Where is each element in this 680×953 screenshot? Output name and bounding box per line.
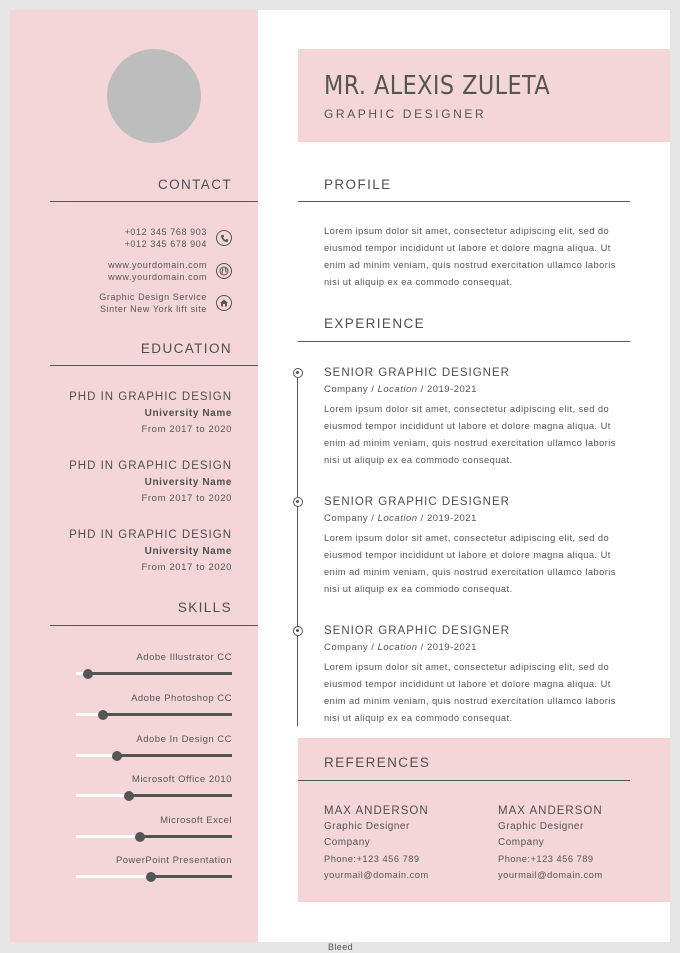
job-meta: Company / Location / 2019-2021 [324, 513, 477, 524]
experience-item [324, 496, 634, 598]
job-location: Location [377, 513, 418, 524]
skill-bar-fill [76, 754, 117, 757]
skill-name: Adobe Photoshop CC [131, 693, 232, 704]
job-description: Lorem ipsum dolor sit amet, consectetur adipiscing elit, sed do eiusmod tempor incididunt ut labore et dolore magna aliqua. Ut enim ad minim veniam, quis nostrud exercitation ullamco laboris nisi ut aliquip ex ea commodo consequat. [324, 404, 616, 465]
job-meta: Company / Location / 2019-2021 [324, 642, 477, 653]
skill-name: Adobe Illustrator CC [136, 652, 232, 663]
skill-bar [76, 713, 232, 716]
address-line-1: Graphic Design Service [99, 292, 207, 302]
reference-email[interactable]: yourmail@domain.com [324, 870, 429, 880]
skill-item [76, 815, 232, 838]
reference-name: MAX ANDERSON [498, 805, 603, 817]
profile-photo-placeholder [107, 49, 201, 143]
skill-bar [76, 875, 232, 878]
contact-title: CONTACT [157, 177, 232, 192]
phone-icon [216, 230, 232, 246]
skills-title: SKILLS [177, 600, 232, 615]
profile-divider [298, 201, 630, 202]
job-meta: Company / Location / 2019-2021 [324, 384, 477, 395]
skill-item [76, 855, 232, 878]
job-location: Location [377, 384, 418, 395]
skill-bar [76, 754, 232, 757]
references-divider [298, 780, 630, 781]
education-title: EDUCATION [140, 341, 232, 356]
references-section [298, 738, 670, 902]
education-item [69, 391, 232, 435]
job-role: GRAPHIC DESIGNER [324, 107, 487, 121]
job-description: Lorem ipsum dolor sit amet, consectetur adipiscing elit, sed do eiusmod tempor incididunt ut labore et dolore magna aliqua. Ut enim ad minim veniam, quis nostrud exercitation ullamco laboris nisi ut aliquip ex ea commodo consequat. [324, 533, 616, 594]
globe-icon [216, 263, 232, 279]
edu-degree: PHD IN GRAPHIC DESIGN [69, 460, 232, 472]
skill-level-knob [112, 751, 122, 761]
reference-role: Graphic Designer [498, 821, 584, 832]
skill-name: PowerPoint Presentation [115, 855, 232, 866]
skill-bar-fill [76, 794, 129, 797]
reference-phone: Phone:+123 456 789 [498, 854, 594, 864]
skill-level-knob [135, 832, 145, 842]
timeline-dot [293, 497, 303, 507]
reference-email[interactable]: yourmail@domain.com [498, 870, 603, 880]
skill-item [76, 693, 232, 716]
experience-item [324, 367, 634, 469]
references-title: REFERENCES [324, 755, 431, 770]
edu-university: University Name [144, 546, 232, 557]
job-years: 2019-2021 [426, 384, 477, 395]
skill-level-knob [124, 791, 134, 801]
job-title: SENIOR GRAPHIC DESIGNER [324, 367, 510, 379]
reference-company: Company [498, 837, 545, 848]
phone-1: +012 345 768 903 [124, 227, 207, 237]
bleed-label: Bleed [328, 942, 354, 952]
edu-years: From 2017 to 2020 [141, 562, 232, 573]
edu-years: From 2017 to 2020 [141, 424, 232, 435]
reference-company: Company [324, 837, 371, 848]
skill-item [76, 652, 232, 675]
job-years: 2019-2021 [426, 513, 477, 524]
edu-degree: PHD IN GRAPHIC DESIGN [69, 529, 232, 541]
skill-item [76, 774, 232, 797]
job-location: Location [377, 642, 418, 653]
experience-item [324, 625, 634, 727]
education-divider [50, 365, 258, 366]
skill-level-knob [146, 872, 156, 882]
sidebar [10, 10, 258, 942]
resume-page [10, 10, 670, 942]
edu-years: From 2017 to 2020 [141, 493, 232, 504]
contact-website [108, 259, 232, 283]
edu-university: University Name [144, 477, 232, 488]
contact-phone [125, 226, 232, 250]
reference-item [498, 805, 603, 881]
skill-item [76, 734, 232, 757]
job-company: Company [324, 513, 369, 524]
reference-role: Graphic Designer [324, 821, 410, 832]
profile-text: Lorem ipsum dolor sit amet, consectetur adipiscing elit, sed do eiusmod tempor incididunt ut labore et dolore magna aliqua. Ut enim ad minim veniam, quis nostrud exercitation ullamco laboris nisi ut aliquip ex ea commodo consequat. [324, 226, 616, 287]
education-item [69, 529, 232, 573]
job-title: SENIOR GRAPHIC DESIGNER [324, 625, 510, 637]
timeline-dot [293, 368, 303, 378]
experience-timeline [297, 373, 298, 726]
skill-level-knob [98, 710, 108, 720]
profile-title: PROFILE [324, 177, 392, 192]
timeline-dot [293, 626, 303, 636]
skill-name: Microsoft Excel [160, 815, 232, 826]
job-company: Company [324, 642, 369, 653]
reference-name: MAX ANDERSON [324, 805, 429, 817]
job-title: SENIOR GRAPHIC DESIGNER [324, 496, 510, 508]
skills-divider [50, 625, 258, 626]
website-2[interactable]: www.yourdomain.com [108, 272, 207, 282]
contact-divider [50, 201, 258, 202]
job-years: 2019-2021 [426, 642, 477, 653]
skill-bar-fill [76, 835, 140, 838]
full-name: MR. ALEXIS ZULETA [324, 71, 551, 101]
skill-name: Adobe In Design CC [136, 734, 232, 745]
job-company: Company [324, 384, 369, 395]
home-icon [216, 295, 232, 311]
skill-level-knob [83, 669, 93, 679]
education-item [69, 460, 232, 504]
skill-name: Microsoft Office 2010 [131, 774, 232, 785]
skill-bar-fill [76, 875, 151, 878]
contact-address [99, 291, 232, 315]
reference-phone: Phone:+123 456 789 [324, 854, 420, 864]
skill-bar [76, 672, 232, 675]
experience-divider [298, 341, 630, 342]
reference-item [324, 805, 429, 881]
website-1[interactable]: www.yourdomain.com [108, 260, 207, 270]
edu-university: University Name [144, 408, 232, 419]
skill-bar [76, 794, 232, 797]
edu-degree: PHD IN GRAPHIC DESIGN [69, 391, 232, 403]
experience-title: EXPERIENCE [324, 316, 426, 331]
skill-bar [76, 835, 232, 838]
job-description: Lorem ipsum dolor sit amet, consectetur adipiscing elit, sed do eiusmod tempor incididunt ut labore et dolore magna aliqua. Ut enim ad minim veniam, quis nostrud exercitation ullamco laboris nisi ut aliquip ex ea commodo consequat. [324, 662, 616, 723]
address-line-2: Sinter New York lift site [99, 304, 207, 314]
phone-2: +012 345 678 904 [124, 239, 207, 249]
name-header [298, 49, 670, 142]
